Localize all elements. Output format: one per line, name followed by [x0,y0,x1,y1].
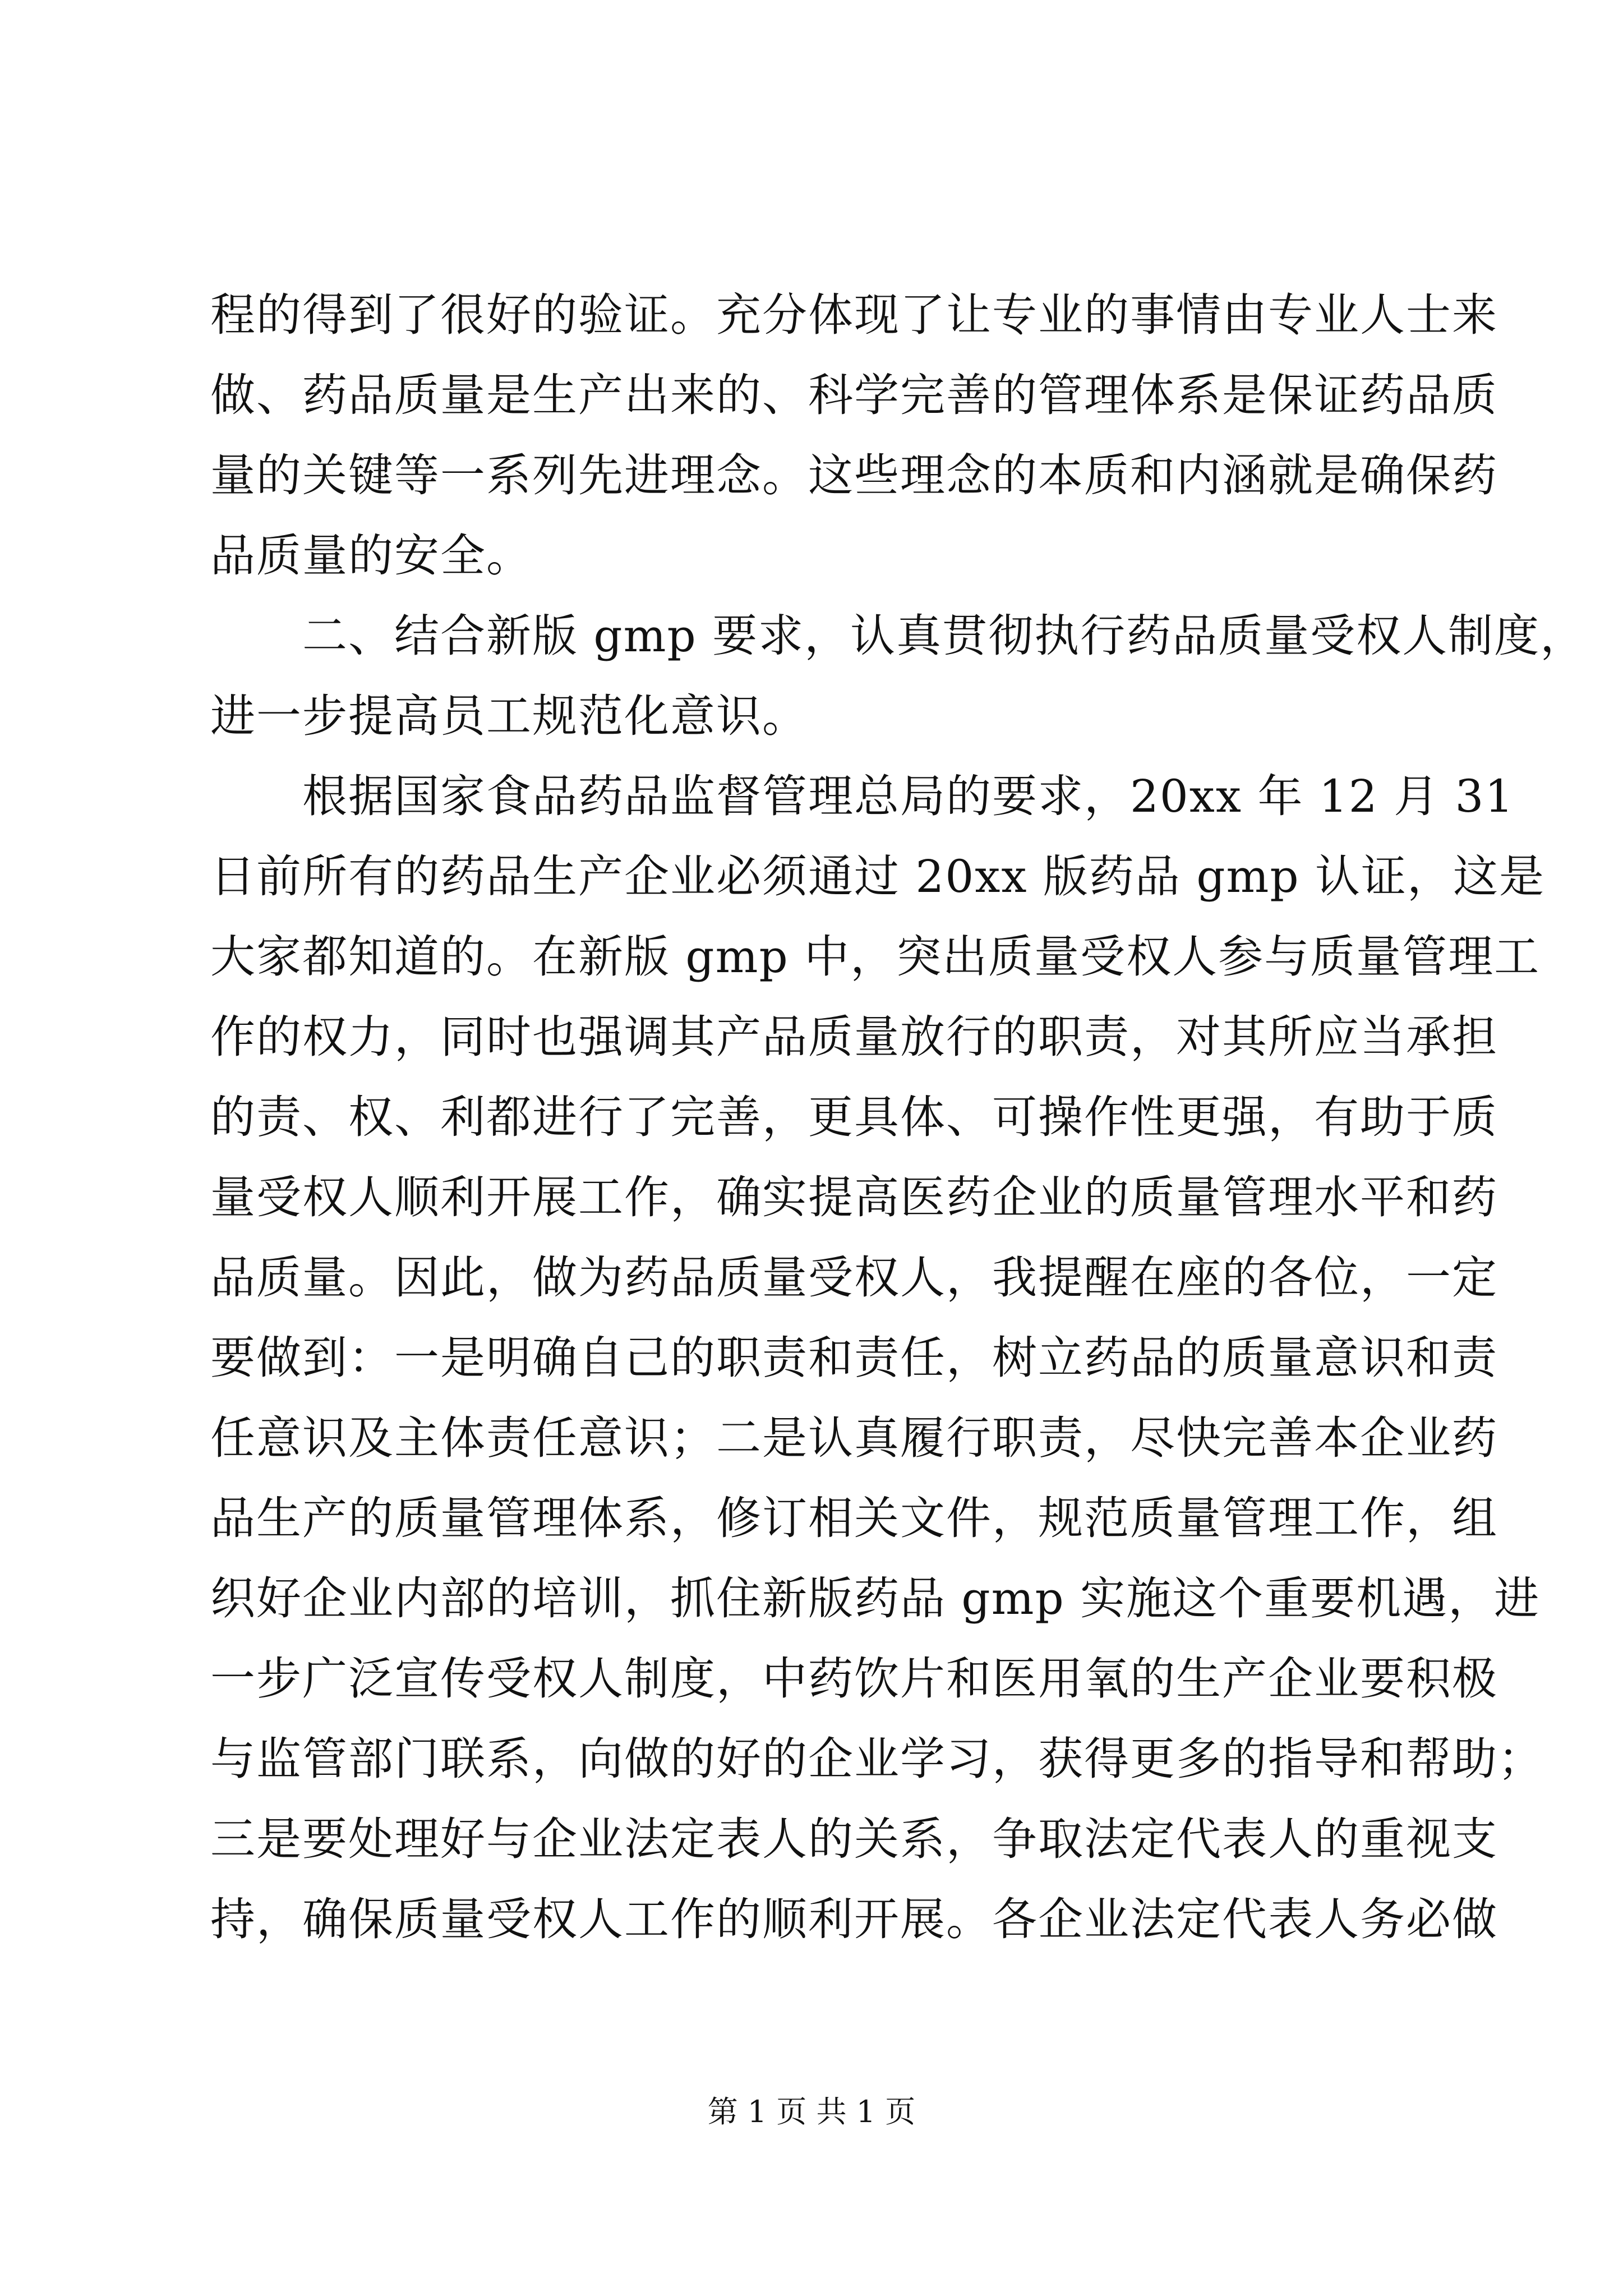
body-text [210,275,1587,1959]
page-footer: 第 1 页 共 1 页 [707,2094,916,2129]
text-line: 二、结合新版 gmp 要求，认真贯彻执行药品质量受权人制度， [210,610,1587,662]
text-line: 品质量。因此，做为药品质量受权人，我提醒在座的各位，一定 [210,1251,1498,1304]
text-line: 要做到：一是明确自己的职责和责任，树立药品的质量意识和责 [210,1332,1498,1384]
text-line: 三是要处理好与企业法定表人的关系，争取法定代表人的重视支 [210,1813,1498,1865]
text-line: 一步广泛宣传受权人制度，中药饮片和医用氧的生产企业要积极 [210,1653,1498,1705]
text-line: 的责、权、利都进行了完善，更具体、可操作性更强，有助于质 [210,1091,1498,1143]
text-line: 日前所有的药品生产企业必须通过 20xx 版药品 gmp 认证，这是 [210,850,1546,903]
text-line: 品质量的安全。 [210,530,532,582]
text-line: 做、药品质量是生产出来的、科学完善的管理体系是保证药品质 [210,369,1498,421]
text-line: 作的权力，同时也强调其产品质量放行的职责，对其所应当承担 [210,1011,1498,1063]
text-line: 任意识及主体责任意识；二是认真履行职责，尽快完善本企业药 [210,1412,1498,1464]
text-line: 与监管部门联系，向做的好的企业学习，获得更多的指导和帮助； [210,1733,1544,1785]
text-line: 织好企业内部的培训，抓住新版药品 gmp 实施这个重要机遇，进 [210,1572,1541,1625]
text-line: 根据国家食品药品监督管理总局的要求，20xx 年 12 月 31 [210,770,1515,822]
text-line: 品生产的质量管理体系，修订相关文件，规范质量管理工作，组 [210,1492,1498,1544]
text-line: 进一步提高员工规范化意识。 [210,690,808,742]
text-line: 程的得到了很好的验证。充分体现了让专业的事情由专业人士来 [210,289,1498,341]
text-line: 量受权人顺利开展工作，确实提高医药企业的质量管理水平和药 [210,1171,1498,1223]
text-line: 持，确保质量受权人工作的顺利开展。各企业法定代表人务必做 [210,1893,1498,1945]
text-line: 大家都知道的。在新版 gmp 中，突出质量受权人参与质量管理工 [210,931,1541,983]
text-line: 量的关键等一系列先进理念。这些理念的本质和内涵就是确保药 [210,449,1498,501]
